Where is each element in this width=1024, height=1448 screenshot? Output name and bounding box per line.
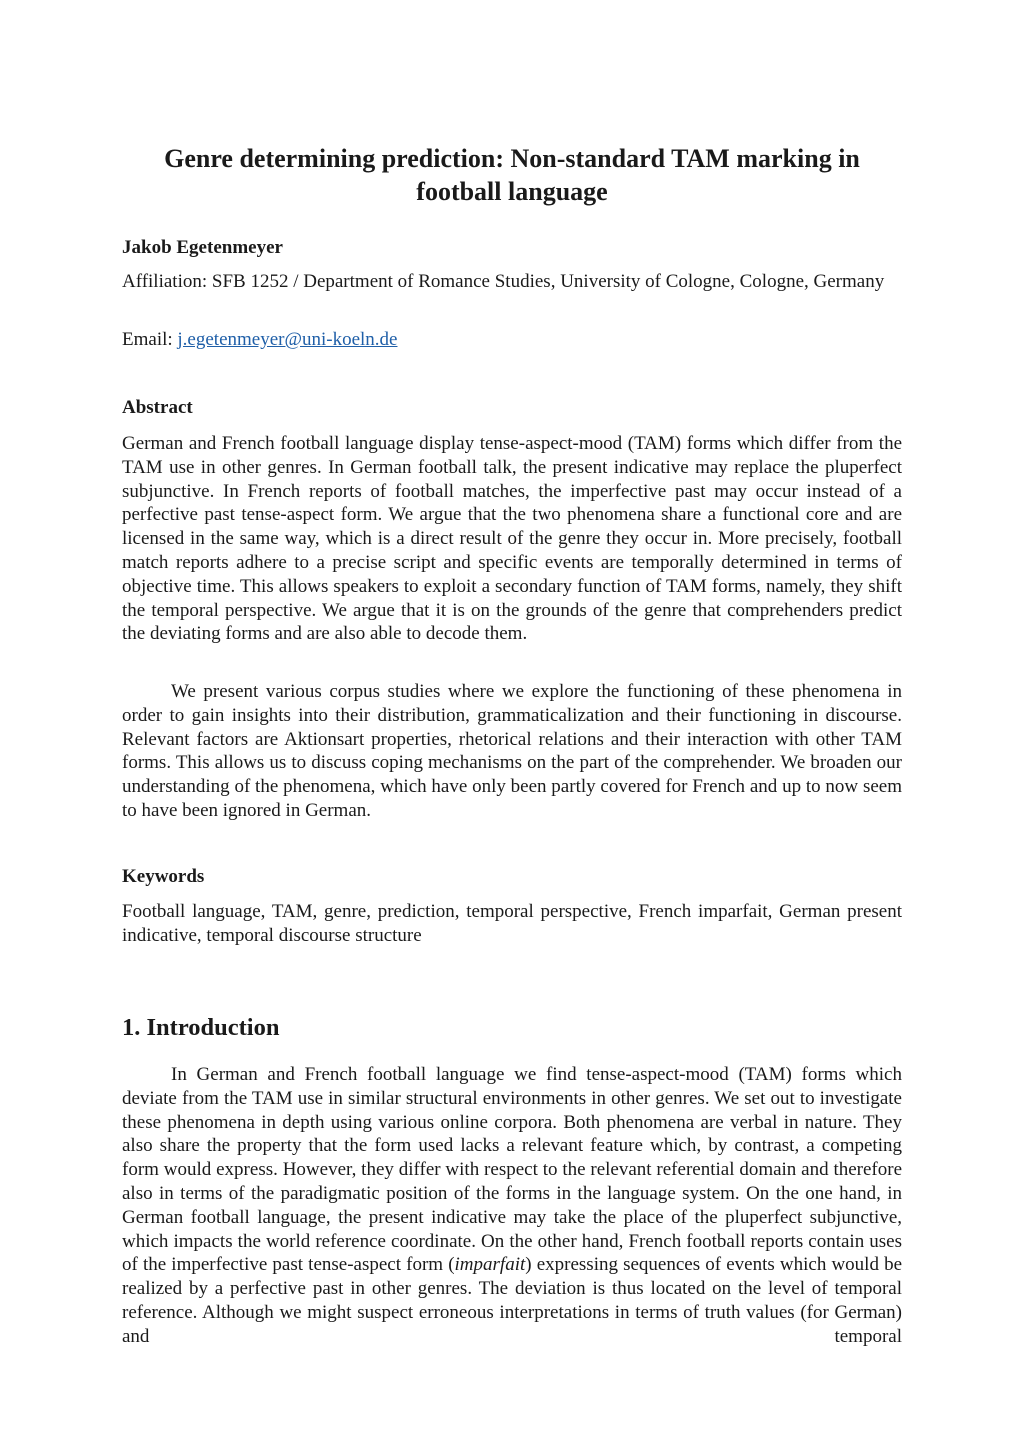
paper-title: Genre determining prediction: Non-standard TAM marking in football language — [164, 144, 860, 206]
introduction-text-part-2: ) expressing sequences of events which would be realized by a perfective past in other genres. The deviation is thus located on the level of temporal reference. Although we might suspect erroneous interpretations in terms of truth values (for German) and temporal — [122, 1254, 903, 1347]
introduction-paragraph — [122, 1063, 902, 1349]
keywords-text: Football language, TAM, genre, prediction, temporal perspective, French imparfait, German present indicative, temporal discourse structure — [122, 901, 902, 946]
author-name: Jakob Egetenmeyer — [122, 237, 283, 258]
author-email — [122, 328, 397, 352]
introduction-italic-term: imparfait — [454, 1254, 526, 1276]
author-affiliation: Affiliation: SFB 1252 / Department of Romance Studies, University of Cologne, Cologne, Germany — [122, 271, 885, 292]
keywords-heading: Keywords — [122, 866, 205, 887]
email-label: Email: — [122, 329, 178, 350]
abstract-paragraph-1: German and French football language display tense-aspect-mood (TAM) forms which differ from the TAM use in other genres. In German football talk, the present indicative may replace the pluperfect subjunctive. In French reports of football matches, the imperfective past may occur instead of a perfective past tense-aspect form. We argue that the two phenomena share a functional core and are licensed in the same way, which is a direct result of the genre they occur in. More precisely, football match reports adhere to a precise script and specific events are temporally determined in terms of objective time. This allows speakers to exploit a secondary function of TAM forms, namely, they shift the temporal perspective. We argue that it is on the grounds of the genre that comprehenders predict the deviating forms and are also able to decode them. — [122, 433, 902, 645]
introduction-text-part-1: In German and French football language we find tense-aspect-mood (TAM) forms which deviate from the TAM use in similar structural environments in other genres. We set out to investigate these phenomena in depth using various online corpora. Both phenomena are verbal in nature. They also share the property that the form used lacks a relevant feature which, by contrast, a competing form would express. However, they differ with respect to the relevant referential domain and therefore also in terms of the paradigmatic position of the forms in the language system. On the one hand, in German football language, the present indicative may take the place of the pluperfect subjunctive, which impacts the world reference coordinate. On the other hand, French football reports contain uses of the imperfective past tense-aspect form ( — [122, 1064, 902, 1276]
abstract-paragraph-2: We present various corpus studies where we explore the functioning of these phenomena in order to gain insights into their distribution, grammaticalization and their functioning in discourse. Relevant factors are Aktionsart properties, rhetorical relations and their interaction with other TAM forms. This allows us to discuss coping mechanisms on the part of the comprehender. We broaden our understanding of the phenomena, which have only been partly covered for French and up to now seem to have been ignored in German. — [122, 681, 902, 821]
abstract-heading: Abstract — [122, 397, 193, 418]
email-link[interactable]: j.egetenmeyer@uni-koeln.de — [177, 329, 398, 350]
section-heading-introduction: 1. Introduction — [122, 1014, 280, 1041]
